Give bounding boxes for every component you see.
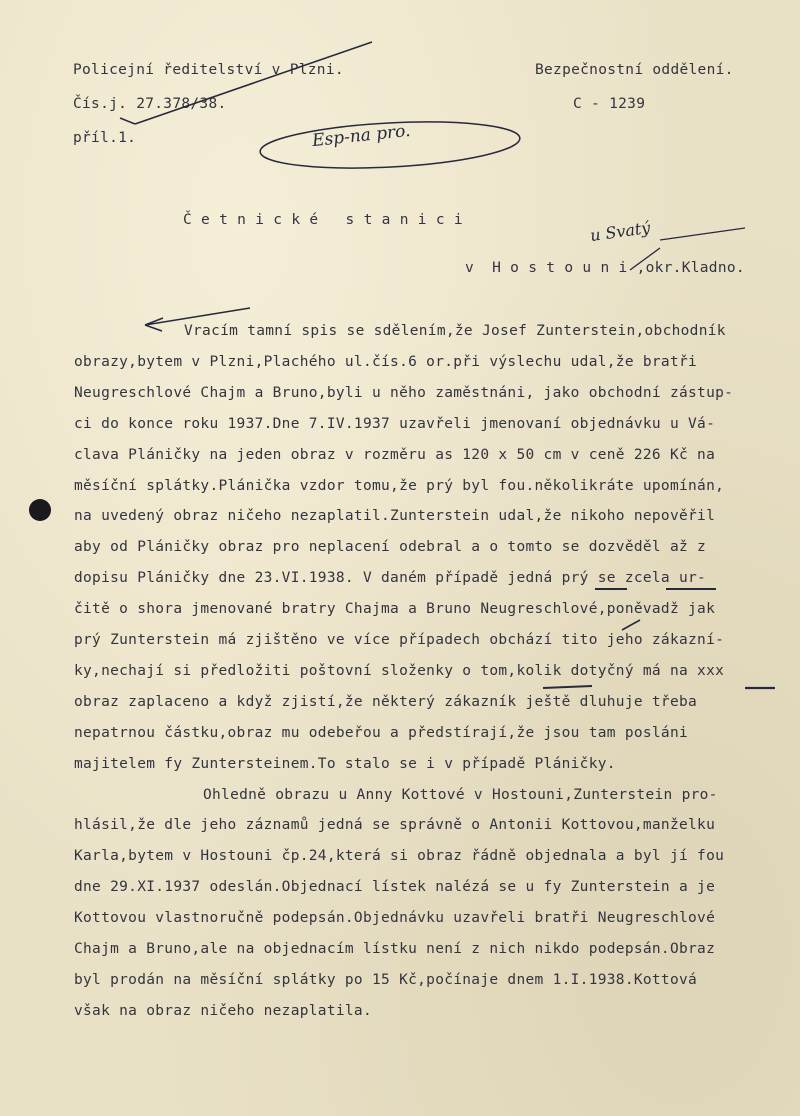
body-line: aby od Pláničky obraz pro neplacení odebral a o tomto se dozvěděl až z (74, 539, 707, 555)
attachment-note: příl.1. (73, 130, 137, 146)
addressee-line-1: Č e t n i c k é s t a n i c i (183, 212, 463, 228)
side-note-stroke (660, 228, 745, 240)
body-line: ci do konce roku 1937.Dne 7.IV.1937 uzavřeli jmenovaní objednávku u Vá- (74, 416, 716, 432)
body-line: Kottovou vlastnoručně podepsán.Objednávku uzavřeli bratři Neugreschlové (74, 910, 716, 926)
strike-comma (622, 620, 640, 630)
office-name: Policejní ředitelství v Plzni. (73, 62, 344, 78)
body-line: Ohledně obrazu u Anny Kottové v Hostouni,Zunterstein pro- (203, 787, 718, 803)
strike-kolik (543, 686, 592, 688)
handwritten-side-note: u Svatý (588, 217, 652, 246)
addressee-line-2: v H o s t o u n i ,okr.Kladno. (465, 260, 745, 276)
body-line: však na obraz ničeho nezaplatila. (74, 1003, 372, 1019)
body-line: měsíční splátky.Plánička vzdor tomu,že prý byl fou.několikráte upomínán, (74, 478, 725, 494)
body-line: čitě o shora jmenované bratry Chajma a Bruno Neugreschlové,poněvadž jak (74, 601, 716, 617)
note-oval (259, 116, 521, 174)
body-line: na uvedený obraz ničeho nezaplatil.Zunterstein udal,že nikoho nepověřil (74, 508, 716, 524)
addressee-slash (630, 248, 660, 270)
body-line: prý Zunterstein má zjištěno ve více případech obchází tito jeho zákazní- (74, 632, 725, 648)
body-line: byl prodán na měsíční splátky po 15 Kč,počínaje dnem 1.I.1938.Kottová (74, 972, 698, 988)
body-line: Chajm a Bruno,ale na objednacím lístku není z nich nikdo podepsán.Obraz (74, 941, 716, 957)
paragraph-arrow (145, 308, 250, 331)
body-line: Neugreschlové Chajm a Bruno,byli u něho zaměstnáni, jako obchodní zástup- (74, 385, 734, 401)
body-line: dne 29.XI.1937 odeslán.Objednací lístek nalézá se u fy Zunterstein a je (74, 879, 716, 895)
case-code: C - 1239 (573, 96, 646, 112)
handwritten-oval-note: Esp-na pro. (311, 120, 412, 152)
body-line: majitelem fy Zuntersteinem.To stalo se i v případě Pláničky. (74, 756, 616, 772)
body-line: clava Pláničky na jeden obraz v rozměru as 120 x 50 cm v ceně 226 Kč na (74, 447, 716, 463)
body-line: obraz zaplaceno a když zjistí,že některý zákazník ještě dluhuje třeba (74, 694, 698, 710)
body-line: Karla,bytem v Hostouni čp.24,která si obraz řádně objednala a byl jí fou (74, 848, 725, 864)
body-line: hlásil,že dle jeho záznamů jedná se správně o Antonii Kottovou,manželku (74, 817, 716, 833)
check-stroke (120, 42, 372, 124)
department-name: Bezpečnostní oddělení. (535, 62, 734, 78)
body-line: Vracím tamní spis se sdělením,že Josef Zunterstein,obchodník (184, 323, 726, 339)
body-line: ky,nechají si předložiti poštovní složenky o tom,kolik dotyčný má na xxx (74, 663, 725, 679)
reference-number: Čís.j. 27.378/38. (73, 96, 227, 112)
body-line: dopisu Pláničky dne 23.VI.1938. V daném případě jedná prý se zcela ur- (74, 570, 707, 586)
body-line: nepatrnou částku,obraz mu odebeřou a předstírají,že jsou tam posláni (74, 725, 689, 741)
body-line: obrazy,bytem v Plzni,Plachého ul.čís.6 or.při výslechu udal,že bratři (74, 354, 698, 370)
